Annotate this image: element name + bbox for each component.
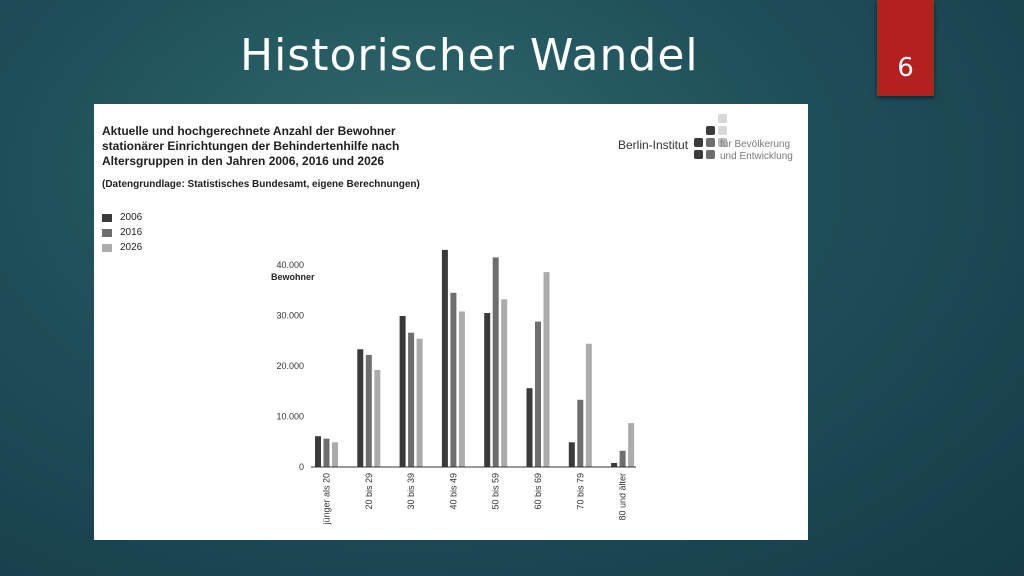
bar-2016 (620, 451, 626, 467)
x-tick-label: 80 und älter (617, 473, 628, 521)
x-tick-label: 30 bis 39 (406, 473, 417, 510)
x-tick-label: jünger als 20 (321, 473, 332, 525)
x-tick-label: 50 bis 59 (490, 473, 501, 510)
y-axis-ticks (276, 260, 304, 472)
x-axis-labels (322, 473, 628, 526)
logo-subtitle-line1: für Bevölkerung (720, 139, 791, 150)
bar-2026 (332, 442, 338, 467)
legend-label-2016: 2016 (120, 227, 143, 238)
bar-2006 (527, 388, 533, 467)
y-tick-label: 0 (298, 462, 304, 472)
x-tick-label: 40 bis 49 (448, 473, 459, 510)
bar-2006 (442, 250, 448, 467)
y-tick-label: 30.000 (276, 310, 304, 321)
y-tick-label: 40.000 (276, 260, 304, 270)
bar-2026 (586, 344, 592, 467)
bar-2026 (544, 272, 550, 467)
bar-2026 (628, 423, 634, 467)
legend-label-2026: 2026 (120, 242, 143, 253)
bar-2016 (535, 322, 541, 467)
page-number-badge: 6 (877, 0, 934, 96)
chart-figure (94, 104, 808, 540)
bar-2006 (357, 349, 363, 467)
bar-2026 (417, 339, 423, 467)
bar-2026 (459, 312, 465, 468)
bar-2016 (324, 439, 330, 467)
x-tick-label: 70 bis 79 (575, 473, 586, 510)
y-tick-label: 10.000 (276, 411, 304, 422)
y-tick-label: 20.000 (276, 361, 304, 371)
bar-chart (94, 104, 808, 540)
bar-group (315, 250, 634, 467)
x-tick-label: 60 bis 69 (533, 473, 543, 510)
chart-source: (Datengrundlage: Statistisches Bundesamt, eigene Berechnungen) (102, 179, 420, 190)
y-axis-label: Bewohner (271, 272, 315, 282)
bar-2006 (400, 316, 406, 467)
bar-2006 (315, 436, 321, 467)
bar-2016 (577, 400, 583, 467)
bar-2026 (501, 299, 507, 467)
bar-2016 (408, 333, 414, 467)
chart-title: Aktuelle und hochgerechnete Anzahl der Bewohner stationärer Einrichtungen der Behindertenhilfe nach Altersgruppen in den Jahren 2006, 2016 und 2026 (102, 124, 400, 168)
logo-subtitle-line2: und Entwicklung (720, 151, 793, 162)
legend-label-2006: 2006 (120, 212, 143, 223)
bar-2006 (569, 442, 575, 467)
bar-2006 (484, 313, 490, 467)
slide-title: Historischer Wandel (240, 30, 699, 81)
bar-2016 (366, 355, 372, 467)
logo-name: Berlin-Institut (618, 138, 689, 152)
bar-2006 (611, 463, 617, 467)
bar-2016 (493, 257, 499, 467)
x-tick-label: 20 bis 29 (363, 473, 374, 510)
bar-2016 (450, 293, 456, 467)
bar-2026 (374, 370, 380, 467)
